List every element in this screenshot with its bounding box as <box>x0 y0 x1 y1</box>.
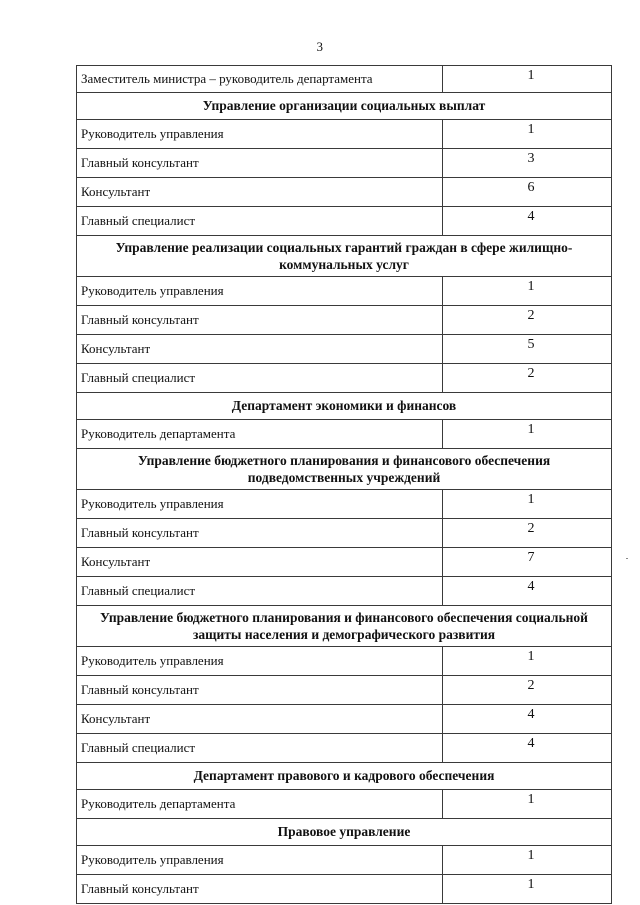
position-name: Главный консультант <box>77 149 443 178</box>
position-name: Главный консультант <box>77 676 443 705</box>
section-title: Управление бюджетного планирования и финансового обеспечения подведомственных учреждений <box>77 449 612 490</box>
position-count: 2 <box>443 519 612 548</box>
position-count: 1 <box>443 66 612 93</box>
position-count: 4 <box>443 577 612 606</box>
position-count: 1 <box>443 846 612 875</box>
scan-speck <box>626 558 628 559</box>
position-count: 2 <box>443 676 612 705</box>
section-header-row <box>77 393 612 420</box>
position-count: 5 <box>443 335 612 364</box>
position-count: 1 <box>443 277 612 306</box>
table-row <box>77 207 612 236</box>
position-name: Консультант <box>77 548 443 577</box>
section-header-row <box>77 236 612 277</box>
position-name: Главный консультант <box>77 875 443 904</box>
position-name: Руководитель департамента <box>77 790 443 819</box>
position-name: Консультант <box>77 335 443 364</box>
section-title: Управление бюджетного планирования и финансового обеспечения социальной защиты населения и демографического развития <box>77 606 612 647</box>
section-header-row <box>77 819 612 846</box>
section-title: Правовое управление <box>77 819 612 846</box>
position-count: 4 <box>443 734 612 763</box>
table-row <box>77 875 612 904</box>
table-row <box>77 647 612 676</box>
position-count: 7 <box>443 548 612 577</box>
position-name: Главный специалист <box>77 364 443 393</box>
position-count: 1 <box>443 875 612 904</box>
section-title: Управление реализации социальных гарантий граждан в сфере жилищно-коммунальных услуг <box>77 236 612 277</box>
table-row <box>77 705 612 734</box>
table-row <box>77 120 612 149</box>
table-row <box>77 846 612 875</box>
position-name: Главный специалист <box>77 734 443 763</box>
position-name: Заместитель министра – руководитель департамента <box>77 66 443 93</box>
section-title: Департамент экономики и финансов <box>77 393 612 420</box>
table-row <box>77 306 612 335</box>
page-number: 3 <box>316 39 324 54</box>
position-name: Руководитель управления <box>77 490 443 519</box>
table-row <box>77 734 612 763</box>
position-name: Руководитель управления <box>77 846 443 875</box>
position-count: 3 <box>443 149 612 178</box>
section-header-row <box>77 763 612 790</box>
position-count: 1 <box>443 420 612 449</box>
table-row <box>77 420 612 449</box>
position-name: Главный консультант <box>77 519 443 548</box>
section-title: Департамент правового и кадрового обеспечения <box>77 763 612 790</box>
position-name: Главный специалист <box>77 207 443 236</box>
table-row <box>77 149 612 178</box>
table-row <box>77 66 612 93</box>
position-count: 1 <box>443 790 612 819</box>
table-row <box>77 548 612 577</box>
table-row <box>77 519 612 548</box>
position-count: 4 <box>443 207 612 236</box>
table-row <box>77 490 612 519</box>
table-row <box>77 577 612 606</box>
table-row <box>77 676 612 705</box>
section-header-row <box>77 606 612 647</box>
table-row <box>77 335 612 364</box>
table-row <box>77 364 612 393</box>
position-count: 1 <box>443 490 612 519</box>
section-title: Управление организации социальных выплат <box>77 93 612 120</box>
position-name: Главный консультант <box>77 306 443 335</box>
table-row <box>77 277 612 306</box>
position-count: 4 <box>443 705 612 734</box>
position-count: 2 <box>443 306 612 335</box>
position-name: Главный специалист <box>77 577 443 606</box>
position-name: Консультант <box>77 178 443 207</box>
position-name: Руководитель департамента <box>77 420 443 449</box>
table-row <box>77 790 612 819</box>
position-name: Консультант <box>77 705 443 734</box>
staffing-table <box>76 65 612 904</box>
section-header-row <box>77 449 612 490</box>
position-count: 6 <box>443 178 612 207</box>
position-count: 2 <box>443 364 612 393</box>
position-name: Руководитель управления <box>77 277 443 306</box>
position-count: 1 <box>443 120 612 149</box>
position-name: Руководитель управления <box>77 647 443 676</box>
section-header-row <box>77 93 612 120</box>
position-count: 1 <box>443 647 612 676</box>
position-name: Руководитель управления <box>77 120 443 149</box>
table-row <box>77 178 612 207</box>
